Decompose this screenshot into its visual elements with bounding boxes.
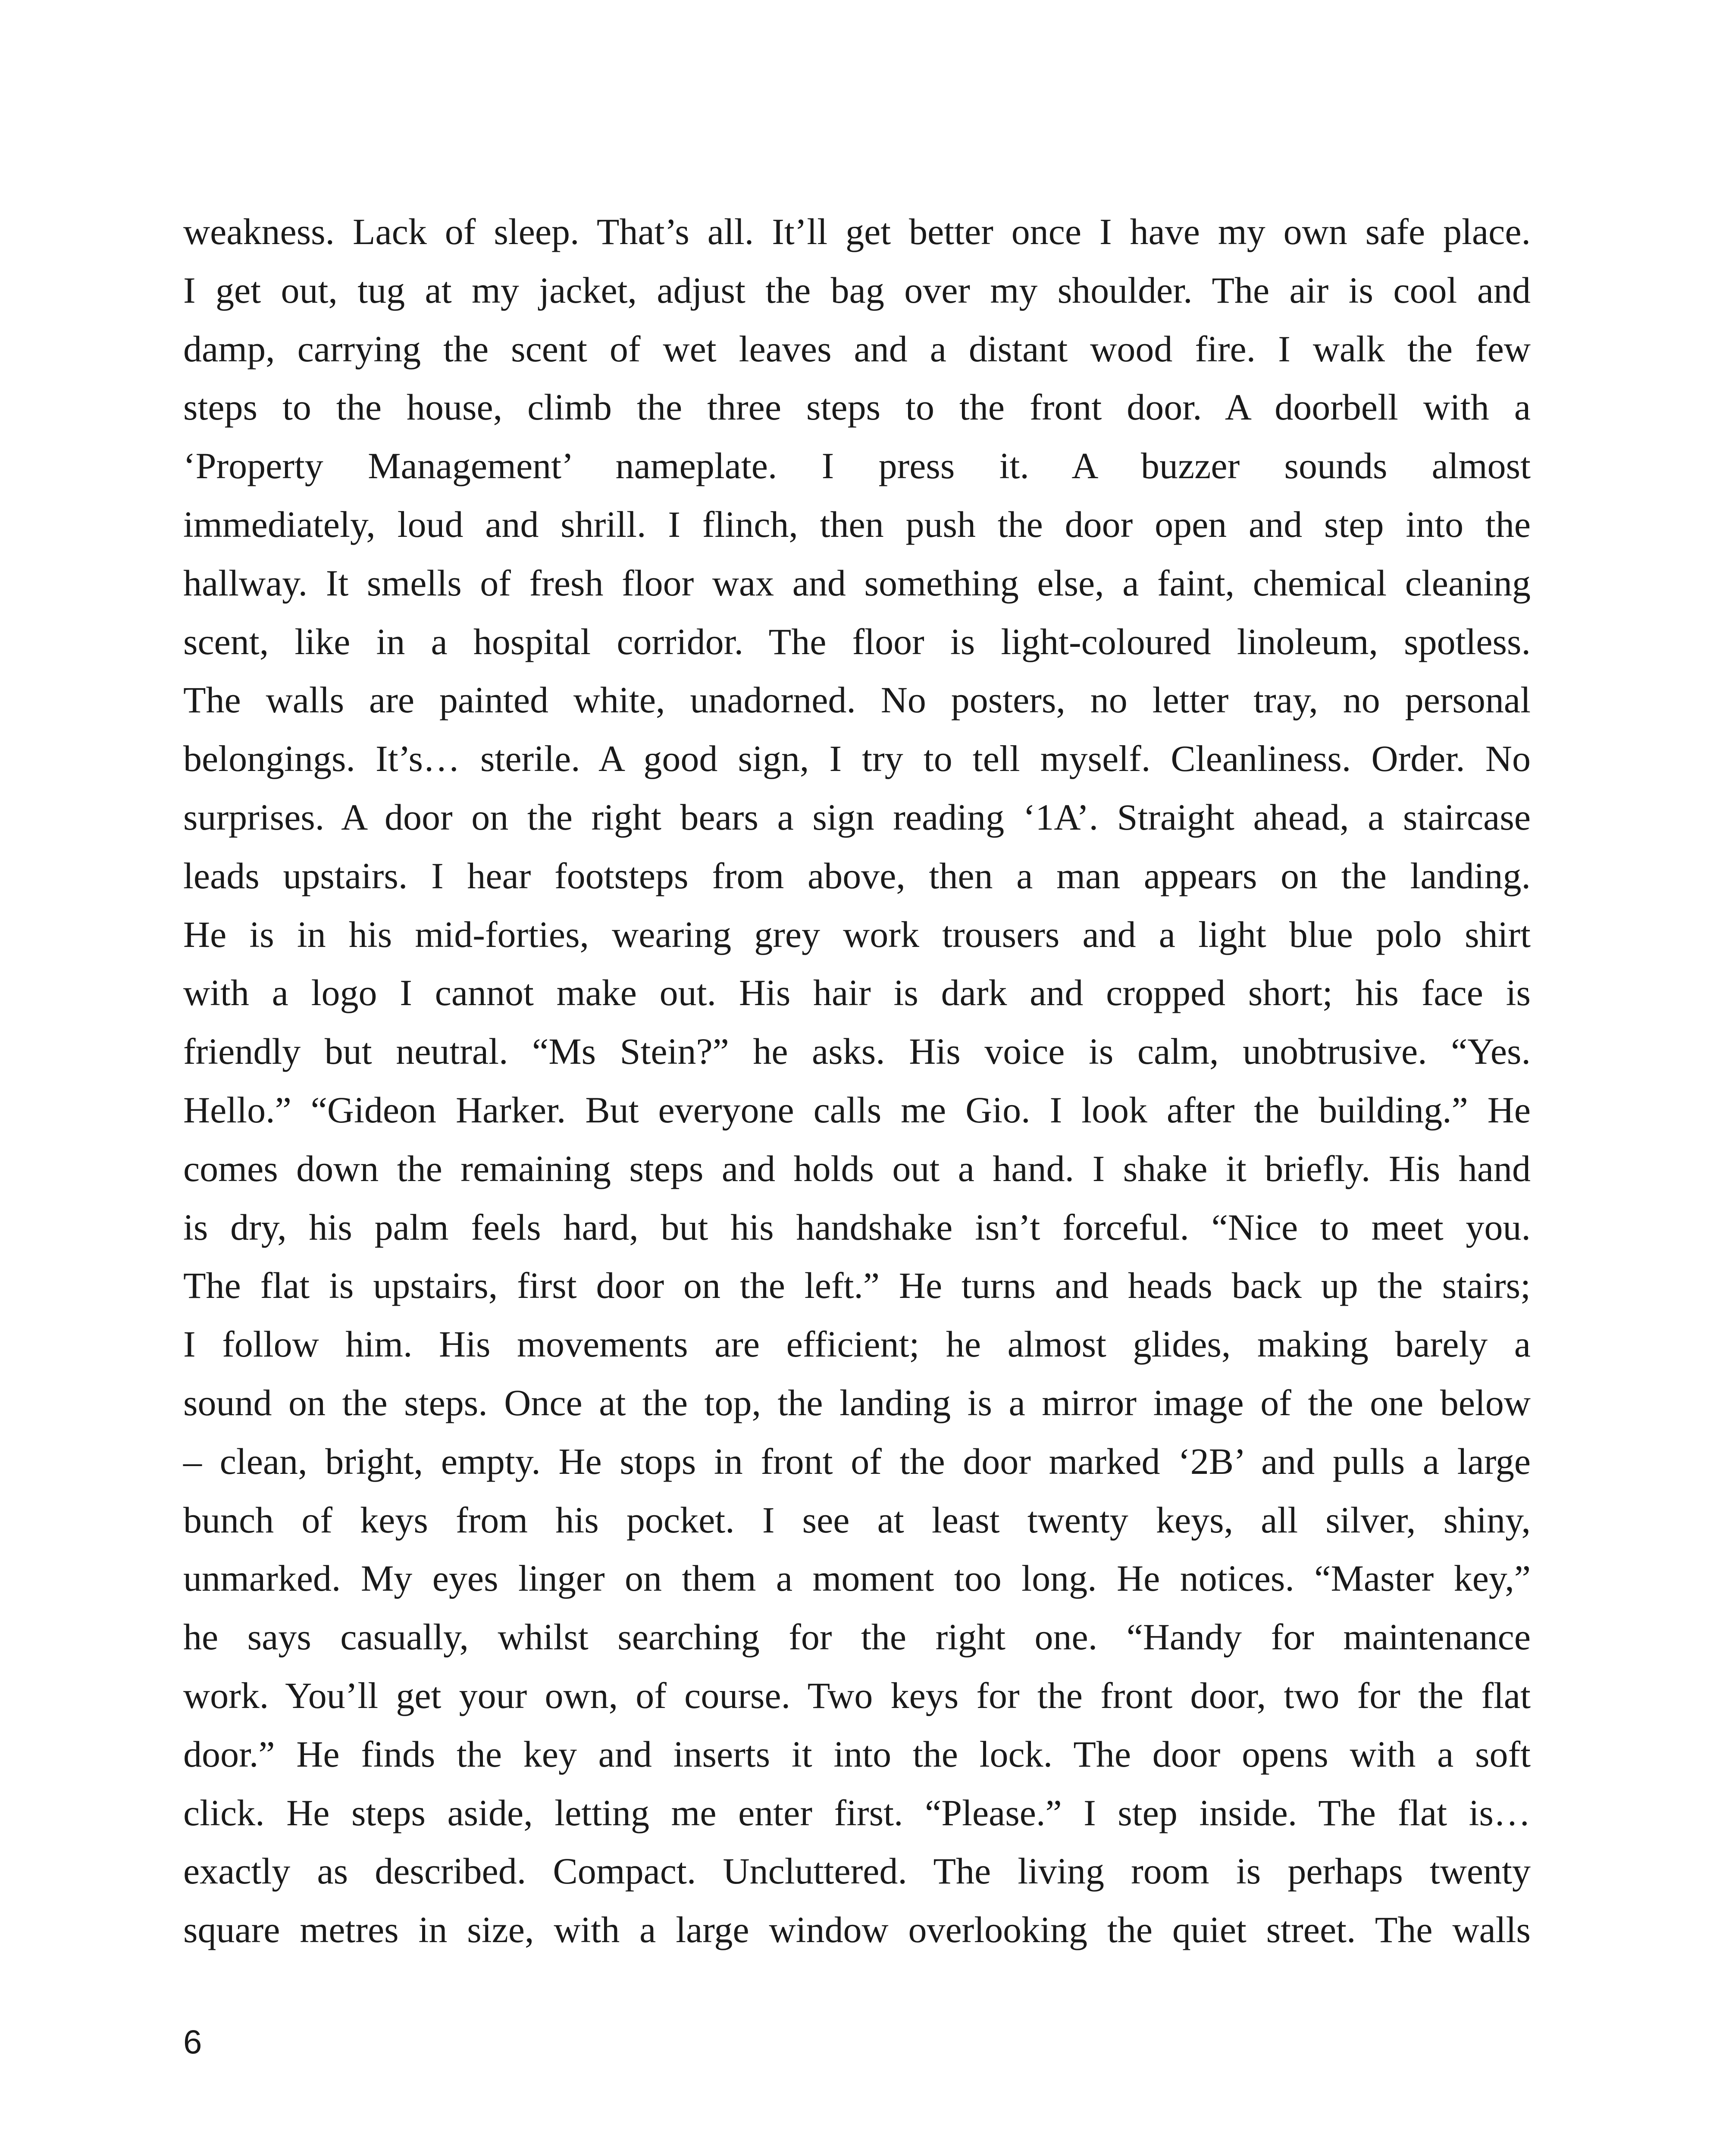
text-line: hallway. It smells of fresh floor wax and something else, a faint, chemical cleaning [183,562,1531,604]
body-text [183,203,1531,1959]
text-line: The walls are painted white, unadorned. No posters, no letter tray, no personal [183,679,1531,721]
text-line: friendly but neutral. “Ms Stein?” he asks. His voice is calm, unobtrusive. “Yes. [183,1031,1531,1072]
page-number: 6 [183,2023,202,2061]
text-line: steps to the house, climb the three steps to the front door. A doorbell with a [183,386,1531,428]
text-line: with a logo I cannot make out. His hair is dark and cropped short; his face is [183,972,1531,1014]
text-line: I follow him. His movements are efficient; he almost glides, making barely a [183,1323,1531,1365]
text-line: Hello.” “Gideon Harker. But everyone calls me Gio. I look after the building.” He [183,1089,1531,1131]
text-line: he says casually, whilst searching for the right one. “Handy for maintenance [183,1616,1531,1658]
text-line: exactly as described. Compact. Uncluttered. The living room is perhaps twenty [183,1850,1531,1892]
text-line: leads upstairs. I hear footsteps from above, then a man appears on the landing. [183,855,1531,896]
text-line: – clean, bright, empty. He stops in front of the door marked ‘2B’ and pulls a large [183,1440,1531,1482]
text-line: click. He steps aside, letting me enter first. “Please.” I step inside. The flat is… [183,1792,1531,1833]
text-line: door.” He finds the key and inserts it into the lock. The door opens with a soft [183,1733,1531,1775]
text-line: sound on the steps. Once at the top, the landing is a mirror image of the one below [183,1382,1531,1423]
text-line: surprises. A door on the right bears a sign reading ‘1A’. Straight ahead, a staircase [183,796,1531,838]
text-line: square metres in size, with a large window overlooking the quiet street. The walls [183,1909,1531,1951]
text-line: ‘Property Management’ nameplate. I press it. A buzzer sounds almost [183,445,1531,487]
text-line: He is in his mid-forties, wearing grey work trousers and a light blue polo shirt [183,913,1531,955]
text-line: immediately, loud and shrill. I flinch, then push the door open and step into the [183,503,1531,545]
text-line: weakness. Lack of sleep. That’s all. It’ll get better once I have my own safe place. [183,211,1531,252]
text-line: belongings. It’s… sterile. A good sign, I try to tell myself. Cleanliness. Order. No [183,738,1531,780]
text-line: is dry, his palm feels hard, but his handshake isn’t forceful. “Nice to meet you. [183,1206,1531,1248]
text-line: bunch of keys from his pocket. I see at least twenty keys, all silver, shiny, [183,1499,1531,1541]
text-line: scent, like in a hospital corridor. The floor is light-coloured linoleum, spotless. [183,620,1531,662]
text-line: comes down the remaining steps and holds out a hand. I shake it briefly. His hand [183,1147,1531,1189]
text-line: work. You’ll get your own, of course. Two keys for the front door, two for the flat [183,1674,1531,1716]
text-line: I get out, tug at my jacket, adjust the bag over my shoulder. The air is cool and [183,269,1531,311]
text-line: unmarked. My eyes linger on them a moment too long. He notices. “Master key,” [183,1557,1531,1599]
text-line: damp, carrying the scent of wet leaves and a distant wood fire. I walk the few [183,328,1531,370]
text-line: The flat is upstairs, first door on the left.” He turns and heads back up the stairs; [183,1265,1531,1307]
